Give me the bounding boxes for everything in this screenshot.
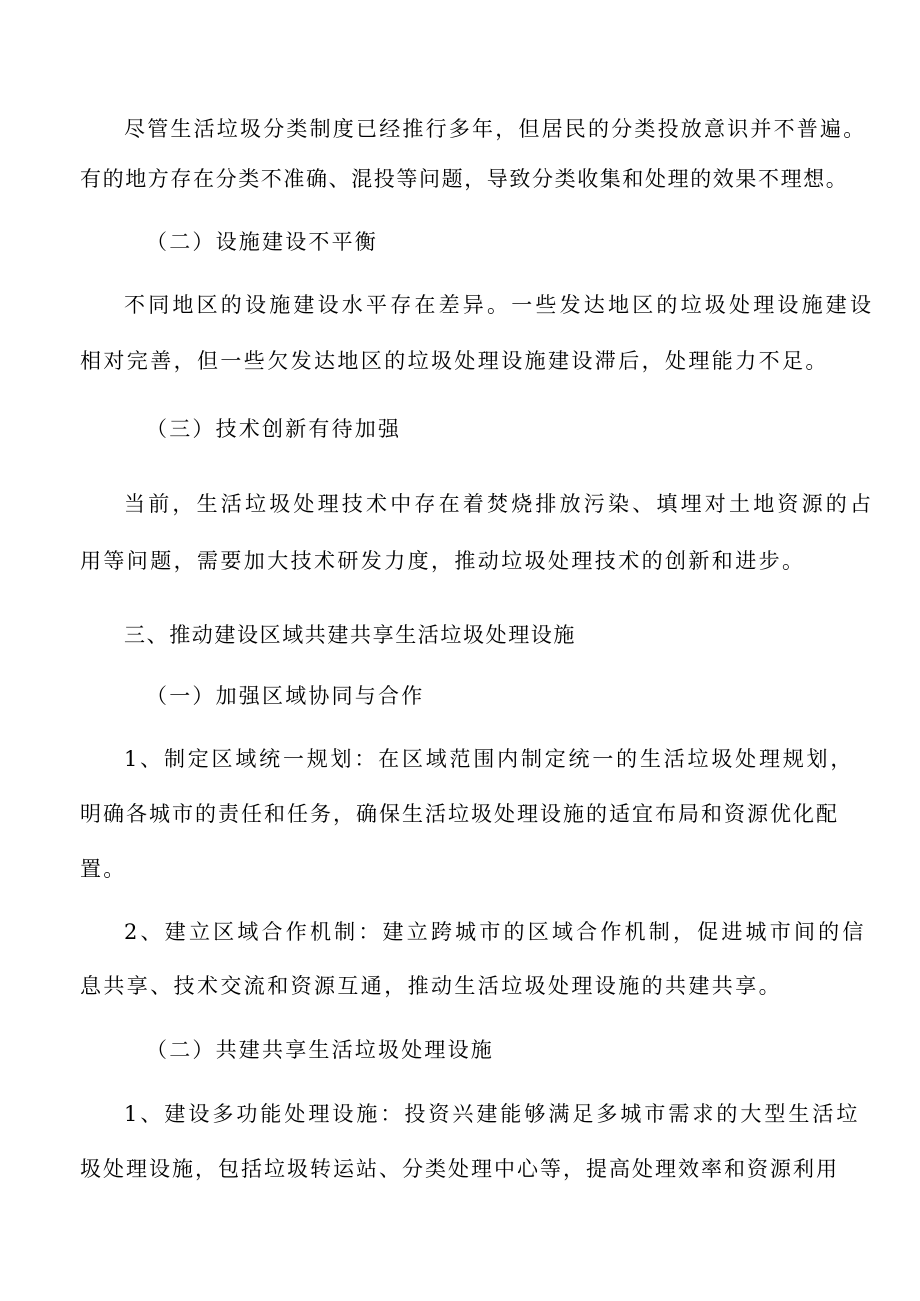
paragraph-line: 尽管生活垃圾分类制度已经推行多年，但居民的分类投放意识并不普遍。 <box>124 117 867 141</box>
paragraph-line: 有的地方存在分类不准确、混投等问题，导致分类收集和处理的效果不理想。 <box>80 167 849 191</box>
list-item-line: 1、建设多功能处理设施：投资兴建能够满足多城市需求的大型生活垃 <box>124 1102 861 1126</box>
section-heading: 三、推动建设区域共建共享生活垃圾处理设施 <box>124 623 576 647</box>
paragraph-line: 不同地区的设施建设水平存在差异。一些发达地区的垃圾处理设施建设 <box>124 293 875 317</box>
subheading: （一）加强区域协同与合作 <box>146 684 425 708</box>
list-item-line: 息共享、技术交流和资源互通，推动生活垃圾处理设施的共建共享。 <box>80 974 782 998</box>
paragraph-line: 用等问题，需要加大技术研发力度，推动垃圾处理技术的创新和进步。 <box>80 549 806 573</box>
subheading: （二）设施建设不平衡 <box>146 230 378 254</box>
paragraph-line: 相对完善，但一些欠发达地区的垃圾处理设施建设滞后，处理能力不足。 <box>80 349 829 373</box>
list-item-line: 圾处理设施，包括垃圾转运站、分类处理中心等，提高处理效率和资源利用 <box>80 1157 839 1181</box>
list-item-line: 置。 <box>80 857 127 881</box>
list-item-line: 2、建立区域合作机制：建立跨城市的区域合作机制，促进城市间的信 <box>124 920 867 944</box>
paragraph-line: 当前，生活垃圾处理技术中存在着焚烧排放污染、填埋对土地资源的占 <box>124 492 875 516</box>
subheading: （二）共建共享生活垃圾处理设施 <box>146 1038 494 1062</box>
subheading: （三）技术创新有待加强 <box>146 417 402 441</box>
list-item-line: 明确各城市的责任和任务，确保生活垃圾处理设施的适宜布局和资源优化配 <box>80 802 839 826</box>
list-item-line: 1、制定区域统一规划：在区域范围内制定统一的生活垃圾处理规划， <box>124 747 855 771</box>
